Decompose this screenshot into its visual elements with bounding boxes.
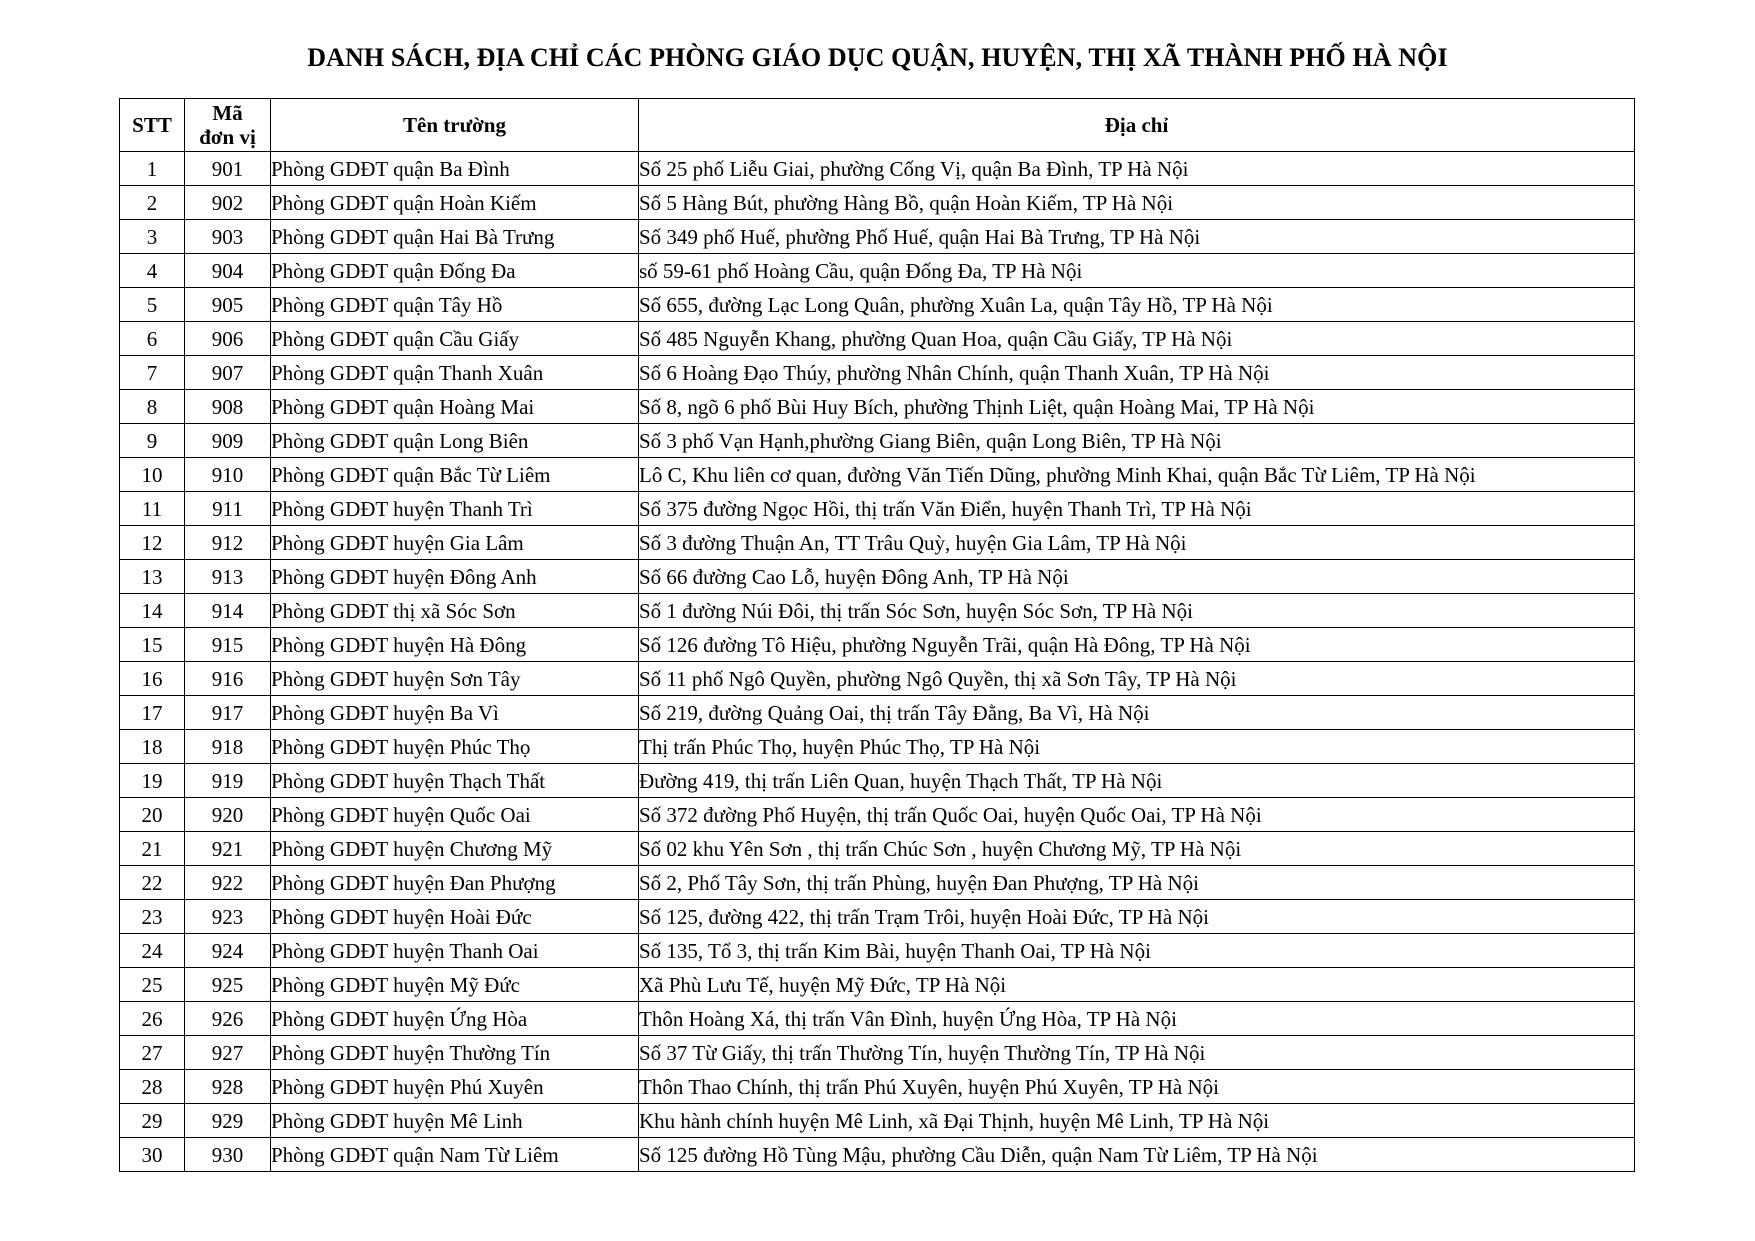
table-row xyxy=(120,186,1635,220)
table-row xyxy=(120,220,1635,254)
cell-ten-truong: Phòng GDĐT quận Nam Từ Liêm xyxy=(271,1138,639,1172)
cell-dia-chi: Số 372 đường Phố Huyện, thị trấn Quốc Oai, huyện Quốc Oai, TP Hà Nội xyxy=(639,798,1635,832)
cell-ma-don-vi: 905 xyxy=(185,288,271,322)
cell-stt: 12 xyxy=(120,526,185,560)
cell-dia-chi: Số 349 phố Huế, phường Phố Huế, quận Hai Bà Trưng, TP Hà Nội xyxy=(639,220,1635,254)
cell-ma-don-vi: 903 xyxy=(185,220,271,254)
header-stt: STT xyxy=(120,99,185,152)
header-row xyxy=(120,99,1635,152)
cell-dia-chi: Số 11 phố Ngô Quyền, phường Ngô Quyền, thị xã Sơn Tây, TP Hà Nội xyxy=(639,662,1635,696)
cell-ma-don-vi: 906 xyxy=(185,322,271,356)
cell-stt: 22 xyxy=(120,866,185,900)
cell-stt: 21 xyxy=(120,832,185,866)
table-row xyxy=(120,1104,1635,1138)
cell-ma-don-vi: 913 xyxy=(185,560,271,594)
cell-dia-chi: Số 25 phố Liễu Giai, phường Cống Vị, quận Ba Đình, TP Hà Nội xyxy=(639,152,1635,186)
cell-ten-truong: Phòng GDĐT quận Bắc Từ Liêm xyxy=(271,458,639,492)
header-dia-chi: Địa chỉ xyxy=(639,99,1635,152)
table-row xyxy=(120,628,1635,662)
cell-ten-truong: Phòng GDĐT huyện Ứng Hòa xyxy=(271,1002,639,1036)
cell-dia-chi: Số 485 Nguyễn Khang, phường Quan Hoa, quận Cầu Giấy, TP Hà Nội xyxy=(639,322,1635,356)
cell-ma-don-vi: 909 xyxy=(185,424,271,458)
cell-stt: 6 xyxy=(120,322,185,356)
table-row xyxy=(120,696,1635,730)
cell-dia-chi: Số 219, đường Quảng Oai, thị trấn Tây Đằng, Ba Vì, Hà Nội xyxy=(639,696,1635,730)
cell-ma-don-vi: 907 xyxy=(185,356,271,390)
cell-ma-don-vi: 904 xyxy=(185,254,271,288)
cell-ten-truong: Phòng GDĐT huyện Mỹ Đức xyxy=(271,968,639,1002)
cell-ma-don-vi: 925 xyxy=(185,968,271,1002)
header-ma-line2: đơn vị xyxy=(199,125,256,149)
table-header xyxy=(120,99,1635,152)
table-row xyxy=(120,594,1635,628)
cell-ten-truong: Phòng GDĐT huyện Sơn Tây xyxy=(271,662,639,696)
cell-ten-truong: Phòng GDĐT huyện Thạch Thất xyxy=(271,764,639,798)
cell-ten-truong: Phòng GDĐT huyện Phú Xuyên xyxy=(271,1070,639,1104)
cell-dia-chi: Số 126 đường Tô Hiệu, phường Nguyễn Trãi, quận Hà Đông, TP Hà Nội xyxy=(639,628,1635,662)
cell-stt: 19 xyxy=(120,764,185,798)
table-row xyxy=(120,560,1635,594)
cell-ma-don-vi: 919 xyxy=(185,764,271,798)
cell-ten-truong: Phòng GDĐT thị xã Sóc Sơn xyxy=(271,594,639,628)
cell-ma-don-vi: 915 xyxy=(185,628,271,662)
cell-dia-chi: Số 3 đường Thuận An, TT Trâu Quỳ, huyện Gia Lâm, TP Hà Nội xyxy=(639,526,1635,560)
cell-ma-don-vi: 921 xyxy=(185,832,271,866)
cell-ma-don-vi: 926 xyxy=(185,1002,271,1036)
cell-ma-don-vi: 901 xyxy=(185,152,271,186)
cell-ma-don-vi: 920 xyxy=(185,798,271,832)
cell-dia-chi: Số 3 phố Vạn Hạnh,phường Giang Biên, quận Long Biên, TP Hà Nội xyxy=(639,424,1635,458)
table-row xyxy=(120,1070,1635,1104)
cell-dia-chi: Thôn Thao Chính, thị trấn Phú Xuyên, huyện Phú Xuyên, TP Hà Nội xyxy=(639,1070,1635,1104)
cell-dia-chi: Số 1 đường Núi Đôi, thị trấn Sóc Sơn, huyện Sóc Sơn, TP Hà Nội xyxy=(639,594,1635,628)
cell-stt: 16 xyxy=(120,662,185,696)
table-row xyxy=(120,730,1635,764)
cell-stt: 15 xyxy=(120,628,185,662)
cell-stt: 8 xyxy=(120,390,185,424)
cell-ma-don-vi: 910 xyxy=(185,458,271,492)
cell-dia-chi: Xã Phù Lưu Tế, huyện Mỹ Đức, TP Hà Nội xyxy=(639,968,1635,1002)
table-row xyxy=(120,832,1635,866)
cell-dia-chi: Số 2, Phố Tây Sơn, thị trấn Phùng, huyện Đan Phượng, TP Hà Nội xyxy=(639,866,1635,900)
cell-dia-chi: Số 6 Hoàng Đạo Thúy, phường Nhân Chính, quận Thanh Xuân, TP Hà Nội xyxy=(639,356,1635,390)
table-row xyxy=(120,390,1635,424)
cell-ten-truong: Phòng GDĐT huyện Thanh Trì xyxy=(271,492,639,526)
cell-ma-don-vi: 914 xyxy=(185,594,271,628)
cell-ten-truong: Phòng GDĐT huyện Gia Lâm xyxy=(271,526,639,560)
cell-ma-don-vi: 918 xyxy=(185,730,271,764)
cell-dia-chi: Đường 419, thị trấn Liên Quan, huyện Thạch Thất, TP Hà Nội xyxy=(639,764,1635,798)
cell-ten-truong: Phòng GDĐT huyện Quốc Oai xyxy=(271,798,639,832)
cell-dia-chi: số 59-61 phố Hoàng Cầu, quận Đống Đa, TP Hà Nội xyxy=(639,254,1635,288)
table-row xyxy=(120,288,1635,322)
table-body xyxy=(120,152,1635,1172)
cell-stt: 23 xyxy=(120,900,185,934)
cell-stt: 24 xyxy=(120,934,185,968)
cell-stt: 4 xyxy=(120,254,185,288)
table-row xyxy=(120,152,1635,186)
table-row xyxy=(120,764,1635,798)
cell-dia-chi: Số 655, đường Lạc Long Quân, phường Xuân La, quận Tây Hồ, TP Hà Nội xyxy=(639,288,1635,322)
cell-stt: 20 xyxy=(120,798,185,832)
table-row xyxy=(120,662,1635,696)
cell-ten-truong: Phòng GDĐT huyện Thường Tín xyxy=(271,1036,639,1070)
cell-ma-don-vi: 922 xyxy=(185,866,271,900)
cell-dia-chi: Thôn Hoàng Xá, thị trấn Vân Đình, huyện Ứng Hòa, TP Hà Nội xyxy=(639,1002,1635,1036)
cell-ten-truong: Phòng GDĐT quận Thanh Xuân xyxy=(271,356,639,390)
table-row xyxy=(120,934,1635,968)
cell-ten-truong: Phòng GDĐT quận Hai Bà Trưng xyxy=(271,220,639,254)
cell-ma-don-vi: 923 xyxy=(185,900,271,934)
cell-ten-truong: Phòng GDĐT huyện Đan Phượng xyxy=(271,866,639,900)
cell-dia-chi: Số 125 đường Hồ Tùng Mậu, phường Cầu Diễn, quận Nam Từ Liêm, TP Hà Nội xyxy=(639,1138,1635,1172)
cell-dia-chi: Số 02 khu Yên Sơn , thị trấn Chúc Sơn , huyện Chương Mỹ, TP Hà Nội xyxy=(639,832,1635,866)
cell-ma-don-vi: 917 xyxy=(185,696,271,730)
cell-stt: 5 xyxy=(120,288,185,322)
cell-ma-don-vi: 902 xyxy=(185,186,271,220)
cell-ten-truong: Phòng GDĐT quận Tây Hồ xyxy=(271,288,639,322)
table-row xyxy=(120,1138,1635,1172)
cell-dia-chi: Số 375 đường Ngọc Hồi, thị trấn Văn Điển, huyện Thanh Trì, TP Hà Nội xyxy=(639,492,1635,526)
cell-dia-chi: Khu hành chính huyện Mê Linh, xã Đại Thịnh, huyện Mê Linh, TP Hà Nội xyxy=(639,1104,1635,1138)
table-row xyxy=(120,254,1635,288)
cell-stt: 7 xyxy=(120,356,185,390)
cell-dia-chi: Số 66 đường Cao Lỗ, huyện Đông Anh, TP Hà Nội xyxy=(639,560,1635,594)
cell-dia-chi: Số 37 Từ Giấy, thị trấn Thường Tín, huyện Thường Tín, TP Hà Nội xyxy=(639,1036,1635,1070)
cell-stt: 3 xyxy=(120,220,185,254)
cell-ten-truong: Phòng GDĐT huyện Hà Đông xyxy=(271,628,639,662)
cell-ten-truong: Phòng GDĐT quận Ba Đình xyxy=(271,152,639,186)
cell-ten-truong: Phòng GDĐT huyện Chương Mỹ xyxy=(271,832,639,866)
cell-ten-truong: Phòng GDĐT quận Đống Đa xyxy=(271,254,639,288)
table-row xyxy=(120,356,1635,390)
table-row xyxy=(120,1002,1635,1036)
cell-ten-truong: Phòng GDĐT quận Hoàn Kiếm xyxy=(271,186,639,220)
table-row xyxy=(120,526,1635,560)
cell-stt: 27 xyxy=(120,1036,185,1070)
cell-stt: 26 xyxy=(120,1002,185,1036)
cell-stt: 18 xyxy=(120,730,185,764)
cell-stt: 13 xyxy=(120,560,185,594)
cell-ten-truong: Phòng GDĐT huyện Ba Vì xyxy=(271,696,639,730)
cell-ma-don-vi: 911 xyxy=(185,492,271,526)
table-row xyxy=(120,458,1635,492)
cell-ten-truong: Phòng GDĐT huyện Thanh Oai xyxy=(271,934,639,968)
cell-ma-don-vi: 912 xyxy=(185,526,271,560)
page-title: DANH SÁCH, ĐỊA CHỈ CÁC PHÒNG GIÁO DỤC QUẬN, HUYỆN, THỊ XÃ THÀNH PHỐ HÀ NỘI xyxy=(307,43,1448,72)
table-row xyxy=(120,424,1635,458)
cell-ma-don-vi: 928 xyxy=(185,1070,271,1104)
table-row xyxy=(120,866,1635,900)
cell-stt: 30 xyxy=(120,1138,185,1172)
cell-stt: 9 xyxy=(120,424,185,458)
cell-ma-don-vi: 924 xyxy=(185,934,271,968)
cell-stt: 14 xyxy=(120,594,185,628)
header-ma-line1: Mã xyxy=(212,101,243,125)
table-row xyxy=(120,900,1635,934)
cell-stt: 10 xyxy=(120,458,185,492)
table-row xyxy=(120,322,1635,356)
cell-ten-truong: Phòng GDĐT quận Hoàng Mai xyxy=(271,390,639,424)
cell-dia-chi: Số 8, ngõ 6 phố Bùi Huy Bích, phường Thịnh Liệt, quận Hoàng Mai, TP Hà Nội xyxy=(639,390,1635,424)
table-row xyxy=(120,798,1635,832)
cell-ma-don-vi: 908 xyxy=(185,390,271,424)
header-ten-truong: Tên trường xyxy=(271,99,639,152)
cell-ma-don-vi: 930 xyxy=(185,1138,271,1172)
cell-stt: 29 xyxy=(120,1104,185,1138)
cell-stt: 25 xyxy=(120,968,185,1002)
table-row xyxy=(120,968,1635,1002)
header-ma-don-vi xyxy=(185,99,271,152)
cell-ten-truong: Phòng GDĐT huyện Phúc Thọ xyxy=(271,730,639,764)
cell-dia-chi: Số 125, đường 422, thị trấn Trạm Trôi, huyện Hoài Đức, TP Hà Nội xyxy=(639,900,1635,934)
cell-ten-truong: Phòng GDĐT huyện Mê Linh xyxy=(271,1104,639,1138)
cell-stt: 17 xyxy=(120,696,185,730)
table-row xyxy=(120,1036,1635,1070)
cell-ten-truong: Phòng GDĐT quận Long Biên xyxy=(271,424,639,458)
cell-stt: 2 xyxy=(120,186,185,220)
cell-ma-don-vi: 929 xyxy=(185,1104,271,1138)
cell-ma-don-vi: 927 xyxy=(185,1036,271,1070)
cell-ten-truong: Phòng GDĐT huyện Hoài Đức xyxy=(271,900,639,934)
cell-stt: 11 xyxy=(120,492,185,526)
cell-dia-chi: Số 135, Tổ 3, thị trấn Kim Bài, huyện Thanh Oai, TP Hà Nội xyxy=(639,934,1635,968)
cell-dia-chi: Thị trấn Phúc Thọ, huyện Phúc Thọ, TP Hà Nội xyxy=(639,730,1635,764)
cell-ma-don-vi: 916 xyxy=(185,662,271,696)
cell-ten-truong: Phòng GDĐT quận Cầu Giấy xyxy=(271,322,639,356)
address-table xyxy=(119,98,1635,1172)
cell-ten-truong: Phòng GDĐT huyện Đông Anh xyxy=(271,560,639,594)
cell-stt: 28 xyxy=(120,1070,185,1104)
cell-dia-chi: Lô C, Khu liên cơ quan, đường Văn Tiến Dũng, phường Minh Khai, quận Bắc Từ Liêm, TP Hà Nội xyxy=(639,458,1635,492)
cell-stt: 1 xyxy=(120,152,185,186)
cell-dia-chi: Số 5 Hàng Bút, phường Hàng Bồ, quận Hoàn Kiếm, TP Hà Nội xyxy=(639,186,1635,220)
table-row xyxy=(120,492,1635,526)
